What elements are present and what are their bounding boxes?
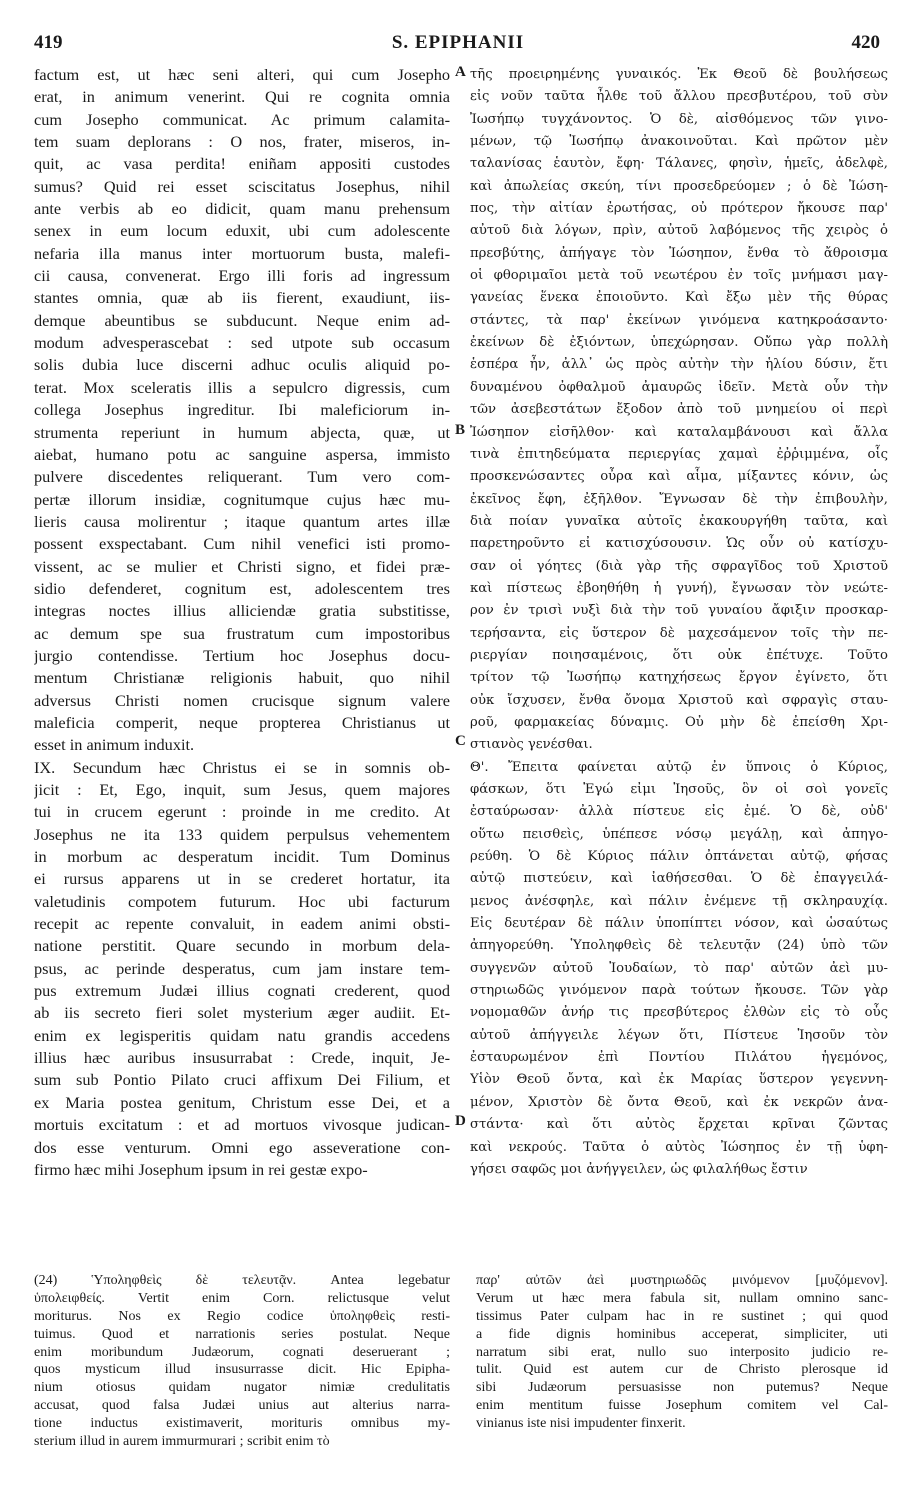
latin-text-line: firmo hæc mihi Josephum ipsum in rei gestæ expo- — [34, 1159, 368, 1179]
greek-column — [470, 64, 888, 1181]
footnote-text-line: tulit. Quid est autem cur de Christo plerosque id — [476, 1362, 888, 1378]
greek-text-line: μενος ἀνέσφηλε, καὶ πάλιν ἐνέμενε τῇ σκληραυχίᾳ. — [470, 893, 888, 909]
footnote-rule — [34, 1262, 886, 1263]
page-header — [30, 32, 886, 60]
footnote-text-line: nium otiosus quidam nugator nimiæ credulitatis — [34, 1380, 450, 1396]
footnote-text-line: quos mysticum illud insusurrasse dicit. Hic Epipha- — [34, 1362, 450, 1378]
greek-text-line: καὶ νεκρούς. Ταῦτα ὁ αὐτὸς Ἰώσηπος ἐν τῇ ὑφη- — [470, 1139, 888, 1155]
greek-text-line: τινὰ ἐπιτηδεύματα περιεργίας χαμαὶ ἐῤῥιμμένα, οἷς — [470, 446, 888, 462]
greek-text-line: οἱ φθοριμαῖοι μετὰ τοῦ νεωτέρου ἐν τοῖς μνήμασι μαγ- — [470, 268, 888, 284]
latin-text-line: pertæ illorum insidiæ, cognitumque cujus hæc mu- — [34, 489, 450, 509]
greek-text-line: τρίτον τῷ Ἰωσήπῳ κατηχήσεως ἔργον ἐγίνετο, ὅτι — [470, 670, 888, 686]
greek-text-line: φάσκων, ὅτι Ἐγώ εἰμι Ἰησοῦς, ὃν οἱ σοὶ γονεῖς — [470, 782, 888, 797]
greek-text-line: μένον, Χριστὸν δὲ ὄντα Θεοῦ, καὶ ἐκ νεκρῶν ἀνα- — [470, 1094, 888, 1110]
margin-marker-a: A — [455, 64, 466, 80]
greek-text-line: Ἰώσηπον εἰσῆλθον· καὶ καταλαμβάνουσι καὶ ἄλλα — [470, 424, 888, 440]
latin-text-line: mortuis excitatum : et ad mortuos vivosque judican- — [34, 1115, 450, 1135]
greek-text-line: τερήσαντα, εἰς ὕστερον δὲ μαχεσάμενον τοῖς τὴν πε- — [470, 625, 888, 641]
latin-text-line: ab iis secreto fieri solet mysterium æger audiit. Et- — [34, 1003, 450, 1023]
greek-text-line: εἰς νοῦν ταῦτα ἦλθε τοῦ ἄλλου πρεσβυτέρου, τοῦ σὺν — [470, 89, 888, 105]
latin-text-line: modum advesperascebat : sed utpote sub occasum — [34, 333, 450, 353]
latin-text-line: stantes omnia, quæ ab iis fierent, exaudiunt, iis- — [34, 288, 450, 308]
latin-text-line: tem suam deplorans : O nos, frater, miseros, in- — [34, 132, 450, 152]
footnote-text-line: ὑπολειφθείς. Vertit enim Corn. relictusque velut — [34, 1290, 450, 1306]
greek-text-line: τῶν ἀσεβεστάτων ἔξοδον ἀπὸ τοῦ μνημείου οἱ περὶ — [470, 402, 888, 418]
latin-text-line: illius hæc auribus insusurrabat : Crede, inquit, Je- — [34, 1048, 450, 1068]
greek-text-line: πρεσβύτης, ἀπήγαγε τὸν Ἰώσηπον, ἔνθα τὸ ἄθροισμα — [470, 245, 888, 261]
footnote-text-line: παρ' αὐτῶν ἀεὶ μυστηριωδῶς μινόμενον [μυζόμενον]. — [476, 1273, 888, 1288]
greek-text-line: καὶ πίστεως ἐβοηθήθη ἡ γυνή), ἔγνωσαν τὸν νεώτε- — [470, 580, 888, 596]
latin-column — [34, 64, 450, 1181]
greek-text-line: ἐκείνων δὲ ἐξιόντων, ὑπεχώρησαν. Οὔπω γὰρ πολλὴ — [470, 335, 888, 351]
latin-text-line: maleficia comperit, neque propterea Christianus ut — [34, 712, 450, 732]
latin-text-line: sum sub Pontio Pilato cruci affixum Dei Filium, et — [34, 1070, 450, 1090]
latin-text-line: ante verbis ab eo didicit, quam manu prehensum — [34, 199, 450, 219]
footnote-text-line: a fide dignis hominibus acceperat, simpliciter, uti — [476, 1326, 888, 1342]
greek-text-line: στηριωδῶς γινόμενον παρὰ τούτων ἤκουσε. Τῶν γὰρ — [470, 983, 888, 999]
latin-text-line: lieris causa molirentur ; itaque quantum artes illæ — [34, 511, 450, 531]
greek-text-line: Θ'. Ἔπειτα φαίνεται αὐτῷ ἐν ὕπνοις ὁ Κύριος, — [470, 759, 888, 775]
latin-text-line: nefaria illa manus inter mortuorum busta, malefi- — [34, 243, 450, 263]
latin-text-line: collega Josephus ingreditur. Ibi maleficiorum in- — [34, 400, 450, 420]
latin-text-line: demque abeuntibus se subducunt. Neque enim ad- — [34, 310, 450, 330]
footnote-text-line: enim moribundum Judæorum, cognati deseruerant ; — [34, 1344, 450, 1360]
latin-text-line: aiebat, humano potu ac sanguine aspersa, immisto — [34, 444, 450, 464]
footnote-text-line: sibi Judæorum persuasisse non putemus? Neque — [476, 1380, 888, 1396]
latin-text-line: factum est, ut hæc seni alteri, qui cum Josepho — [34, 65, 450, 84]
footnote-text-line: accusat, quod falsa Judæi unius aut alterius narra- — [34, 1398, 450, 1414]
greek-text-line: διὰ ποίαν γυναῖκα αὐτοῖς ἐκακουργήθη ταῦτα, καὶ — [470, 513, 888, 529]
footnote-text-line: sterium illud in aurem immurmurari ; scribit enim τὸ — [34, 1434, 330, 1450]
latin-text-line: senex in eum locum eduxit, ubi cum adolescente — [34, 221, 450, 241]
running-title: S. EPIPHANII — [391, 32, 525, 53]
latin-text-line: vissent, ac se mulier et Christi signo, et fidei præ- — [34, 556, 450, 576]
greek-text-line: συγγενῶν αὐτοῦ Ἰουδαίων, τὸ παρ' αὐτῶν ἀεὶ μυ- — [470, 960, 888, 976]
latin-text-line: sumus? Quid rei esset sciscitatus Josephus, nihil — [34, 176, 450, 196]
latin-text-line: dos esse venturum. Omni ego asseveratione con- — [34, 1137, 450, 1157]
greek-text-line: αὐτοῦ διὰ λόγων, πρὶν, αὐτοῦ λαβόμενος τῆς χειρὸς ὁ — [470, 223, 888, 239]
greek-text-line: τῆς προειρημένης γυναικός. Ἐκ Θεοῦ δὲ βουλήσεως — [470, 67, 888, 82]
greek-text-line: Ἰωσήπῳ τυγχάνοντος. Ὁ δὲ, αἰσθόμενος τῶν γινο- — [470, 111, 888, 127]
margin-marker-b: B — [455, 422, 466, 438]
latin-text-line: strumenta reperiunt in humum abjecta, quæ, ut — [34, 422, 450, 442]
latin-text-line: quit, ac vasa perdita! eniñam appositi custodes — [34, 154, 450, 174]
latin-text-line: recepit ac repente convaluit, in eadem animi obsti- — [34, 914, 450, 934]
latin-text-line: jurgio contendisse. Tertium hoc Josephus docu- — [34, 645, 450, 665]
greek-text-line: ἐσταυρωμένον ἐπὶ Ποντίου Πιλάτου ἡγεμόνος, — [470, 1050, 888, 1066]
latin-text-line: sidio defenderet, cognitum est, adolescentem tres — [34, 578, 450, 598]
greek-text-line: προσκενώσαντες οὖρα καὶ αἷμα, μίξαντες κόνιν, ὡς — [470, 469, 888, 485]
greek-text-line: Εἰς δευτέραν δὲ πάλιν ὑποπίπτει νόσον, καὶ ὡσαύτως — [470, 916, 888, 932]
latin-text-line: solis dubia luce discerni adhuc oculis aliquid po- — [34, 355, 450, 375]
greek-text-line: ρεύθη. Ὁ δὲ Κύριος πάλιν ὀπτάνεται αὐτῷ, φήσας — [470, 849, 888, 865]
footnote-right-column — [476, 1272, 888, 1433]
latin-text-line: valetudinis compotem futurum. Hoc ubi facturum — [34, 891, 450, 911]
latin-text-line: natione perstitit. Quare secundo in morbum dela- — [34, 936, 450, 956]
greek-text-line: ἐκεῖνος ἔφη, ἐξῆλθον. Ἔγνωσαν δὲ τὴν ἐπιβουλὴν, — [470, 491, 888, 507]
greek-text-line: γανείας ἕνεκα ἐποιοῦντο. Καὶ ἔξω μὲν τῆς θύρας — [470, 290, 888, 306]
greek-text-line: αὐτοῦ ἀπήγγειλε λέγων ὅτι, Πίστευε Ἰησοῦν τὸν — [470, 1027, 888, 1043]
latin-text-line: Josephus ne ita 133 quidem perpulsus vehementem — [34, 824, 450, 844]
greek-text-line: οὕτω πεισθεὶς, ὑπέπεσε νόσῳ μεγάλῃ, καὶ ἀπηγο- — [470, 826, 888, 842]
margin-marker-c: C — [455, 733, 466, 749]
latin-text-line: integras noctes illius alliciendæ gratia substitisse, — [34, 601, 450, 621]
footnote-text-line: Verum ut hæc mera fabula sit, nullam omnino sanc- — [476, 1290, 888, 1306]
greek-text-line: οὐκ ἴσχυσεν, ἔνθα ὄνομα Χριστοῦ καὶ σφραγὶς σταυ- — [470, 692, 888, 708]
greek-text-line: ταλανίσας ἑαυτὸν, ἔφη· Τάλανες, φησὶν, ἡμεῖς, ἀδελφὲ, — [470, 156, 888, 172]
latin-text-line: pus extremum Judæi illius cognati crederent, quod — [34, 981, 450, 1001]
footnote-left-column — [34, 1272, 450, 1451]
footnote-text-line: tuimus. Quod et narrationis series postulat. Neque — [34, 1326, 450, 1342]
greek-text-line: μένων, τῷ Ἰωσήπῳ ἀνακοινοῦται. Καὶ πρῶτον μὲν — [470, 134, 888, 150]
latin-text-line: enim ex legisperitis quidam natu grandis accedens — [34, 1025, 450, 1045]
greek-text-line: στιανὸς γενέσθαι. — [470, 737, 593, 753]
greek-text-line: παρετηροῦντο εἰ κατισχύσουσιν. Ὡς οὖν οὐ κατίσχυ- — [470, 536, 888, 552]
greek-text-line: γήσει σαφῶς μοι ἀνήγγειλεν, ὡς φιλαλήθως ἔστιν — [470, 1161, 808, 1177]
greek-text-line: πος, τὴν αἰτίαν ἐρωτήσας, οὐ πρότερον ἤκουσε παρ' — [470, 201, 888, 217]
greek-text-line: ριεργίαν ποιησαμένοις, ὅτι οὐκ ἐπέτυχε. Τοῦτο — [470, 647, 888, 663]
footnote-text-line: vinianus iste nisi impudenter finxerit. — [476, 1416, 686, 1432]
latin-text-line: IX. Secundum hæc Christus ei se in somnis ob- — [34, 757, 450, 777]
footnote-text-line: (24) Ὑποληφθεὶς δὲ τελευτᾷν. Antea legebatur — [34, 1273, 450, 1288]
page-number-left: 419 — [34, 32, 63, 53]
greek-text-line: ἀπηγορεύθη. Ὑποληφθεὶς δὲ τελευτᾷν (24) ὑπὸ τῶν — [470, 938, 888, 954]
latin-text-line: mentum Christianæ religionis habuit, quo nihil — [34, 668, 450, 688]
latin-text-line: cii causa, convenerat. Ergo illi foris ad ingressum — [34, 266, 450, 286]
greek-text-line: δυναμένου ὀφθαλμοῦ ἀμαυρῶς ἰδεῖν. Μετὰ οὖν τὴν — [470, 379, 888, 395]
greek-text-line: ἑσπέρα ἦν, ἀλλ᾽ ὡς πρὸς αὐτὴν τὴν ἡλίου δύσιν, ἔτι — [470, 357, 888, 373]
page-number-right: 420 — [851, 32, 880, 53]
latin-text-line: erat, in animum venerint. Qui re cognita omnia — [34, 87, 450, 107]
latin-text-line: ex Maria postea genitum, Christum esse Dei, et a — [34, 1092, 450, 1112]
latin-text-line: pulvere discedentes reliquerant. Tum vero com- — [34, 467, 450, 487]
margin-marker-d: D — [455, 1113, 466, 1129]
footnote-text-line: moriturus. Nos ex Regio codice ὑποληφθεὶς resti- — [34, 1308, 450, 1324]
greek-text-line: νομομαθῶν ἀνήρ τις πρεσβύτερος ἐλθὼν εἰς τὸ οὖς — [470, 1005, 888, 1021]
latin-text-line: jicit : Et, Ego, inquit, sum Jesus, quem majores — [34, 780, 450, 799]
greek-text-line: Υἱὸν Θεοῦ ὄντα, καὶ ἐκ Μαρίας ὕστερον γεγεννη- — [470, 1072, 888, 1088]
latin-text-line: cum Josepho communicat. Ac primum calamita- — [34, 109, 450, 129]
latin-text-line: ac demum spe sua frustratum cum impostoribus — [34, 623, 450, 643]
greek-text-line: στάντα· καὶ ὅτι αὐτὸς ἔρχεται κρῖναι ζῶντας — [470, 1117, 888, 1133]
latin-text-line: adversus Christi nomen crucisque signum valere — [34, 690, 450, 710]
greek-text-line: σαν οἱ γόητες (διὰ γὰρ τῆς σφραγῖδος τοῦ Χριστοῦ — [470, 558, 888, 574]
greek-text-line: καὶ ἀπωλείας σκεύη, τίνι προσεδρεύομεν ; ὁ δὲ Ἰώση- — [470, 178, 888, 194]
greek-text-line: ρον ἐν τρισὶ νυξὶ διὰ τὴν τοῦ γυναίου ἄφιξιν προσκαρ- — [470, 603, 888, 619]
greek-text-line: στάντες, τὰ παρ' ἐκείνων γινόμενα κατηκροάσαντο· — [470, 312, 888, 328]
footnote-text-line: enim mentitum fuisse Josephum comitem vel Cal- — [476, 1398, 888, 1414]
latin-text-line: ei rursus apparens ut in se crederet hortatur, ita — [34, 869, 450, 889]
latin-text-line: in morbum ac desperatum incidit. Tum Dominus — [34, 847, 450, 867]
greek-text-line: αὐτῷ πιστεύειν, καὶ ἰαθήσεσθαι. Ὁ δὲ ἐπαγγειλά- — [470, 871, 888, 887]
footnote-text-line: tione inductus existimaverit, morituris omnibus my- — [34, 1416, 450, 1432]
latin-text-line: possent exspectabant. Cum nihil venefici isti promo- — [34, 534, 450, 554]
footnote-text-line: tissimus Pater culpam hac in re sustinet ; qui quod — [476, 1308, 888, 1324]
latin-text-line: esset in animum induxit. — [34, 735, 195, 755]
greek-text-line: ροῦ, φαρμακείας δύναμις. Οὐ μὴν δὲ ἐπείσθη Χρι- — [470, 714, 888, 730]
footnote-text-line: narratum sibi erat, nullo suo interposito judicio re- — [476, 1344, 888, 1360]
latin-text-line: psus, ac perinde desperatus, cum jam instare tem- — [34, 958, 450, 978]
greek-text-line: ἐσταύρωσαν· ἀλλὰ πίστευε εἰς ἐμέ. Ὁ δὲ, οὐδ' — [470, 804, 888, 820]
latin-text-line: tui in crucem egerunt : proinde in me credito. At — [34, 802, 450, 822]
latin-text-line: terat. Mox sceleratis illis a sepulcro digressis, cum — [34, 377, 450, 397]
